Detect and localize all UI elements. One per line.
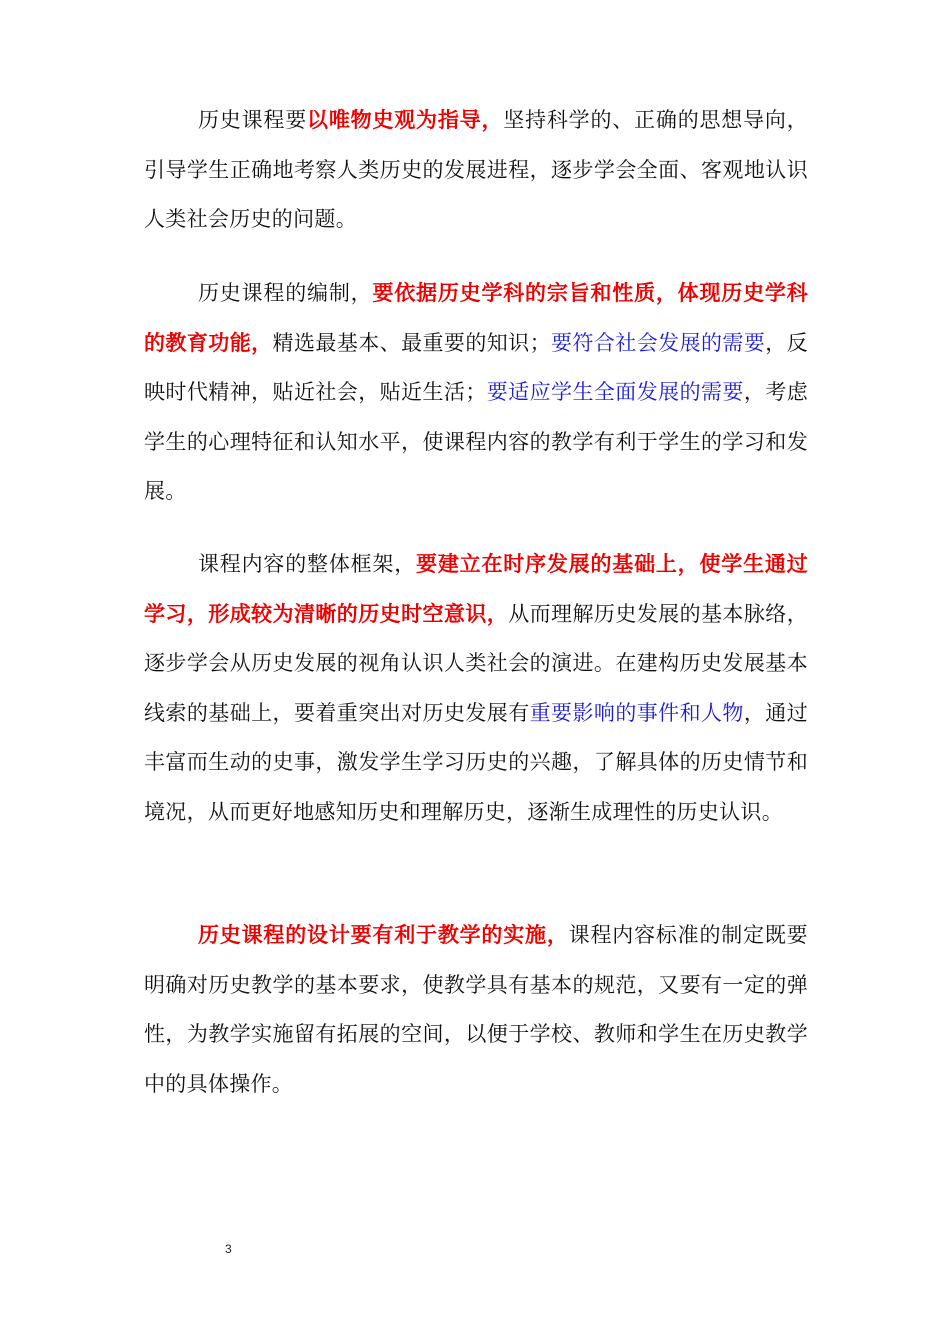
page-number: 3 (225, 1242, 232, 1256)
highlight-blue: 重要影响的事件和人物 (529, 700, 744, 725)
highlight-red: 要建立在时序发展的基础上，使学生通过学习，形成较为清晰的历史时空意识， (144, 552, 809, 626)
paragraph-1 (144, 96, 808, 245)
paragraph-2 (144, 269, 808, 517)
paragraph-3 (144, 540, 808, 837)
text-segment: 坚持科学的、正确的思想导向，引导学生正确地考察人类历史的发展进程，逐步学会全面、客观地认识人类社会历史的问题。 (144, 108, 809, 231)
text-segment: 精选最基本、最重要的知识； (272, 330, 551, 355)
highlight-blue: 要符合社会发展的需要 (550, 330, 766, 355)
highlight-red: 历史课程的设计要有利于教学的实施， (198, 923, 569, 947)
highlight-blue: 要适应学生全面发展的需要 (486, 380, 744, 404)
text-segment: 历史课程要 (198, 108, 308, 132)
text-segment: 历史课程的编制， (198, 281, 373, 305)
text-segment: ，考虑学生的心理特征和认知水平，使课程内容的教学有利于学生的学习和发展。 (144, 380, 808, 503)
text-segment: 课程内容的整体框架， (198, 552, 417, 576)
text-segment: 课程内容标准的制定既要明确对历史教学的基本要求，使教学具有基本的规范，又要有一定的弹性，为教学实施留有拓展的空间，以便于学校、教师和学生在历史教学中的具体操作。 (144, 923, 808, 1096)
text-segment: ，通过丰富而生动的史事，激发学生学习历史的兴趣，了解具体的历史情节和境况，从而更好地感知历史和理解历史，逐渐生成理性的历史认识。 (144, 700, 809, 824)
paragraph-4 (144, 911, 808, 1109)
text-segment: 从而理解历史发展的基本脉络，逐步学会从历史发展的视角认识人类社会的演进。在建构历史发展基本线索的基础上，要着重突出对历史发展有 (144, 601, 808, 725)
highlight-red: 以唯物史观为指导， (307, 108, 504, 132)
highlight-red: 要依据历史学科的宗旨和性质，体现历史学科的教育功能， (144, 281, 809, 355)
text-segment: ，反映时代精神，贴近社会，贴近生活； (144, 330, 809, 404)
